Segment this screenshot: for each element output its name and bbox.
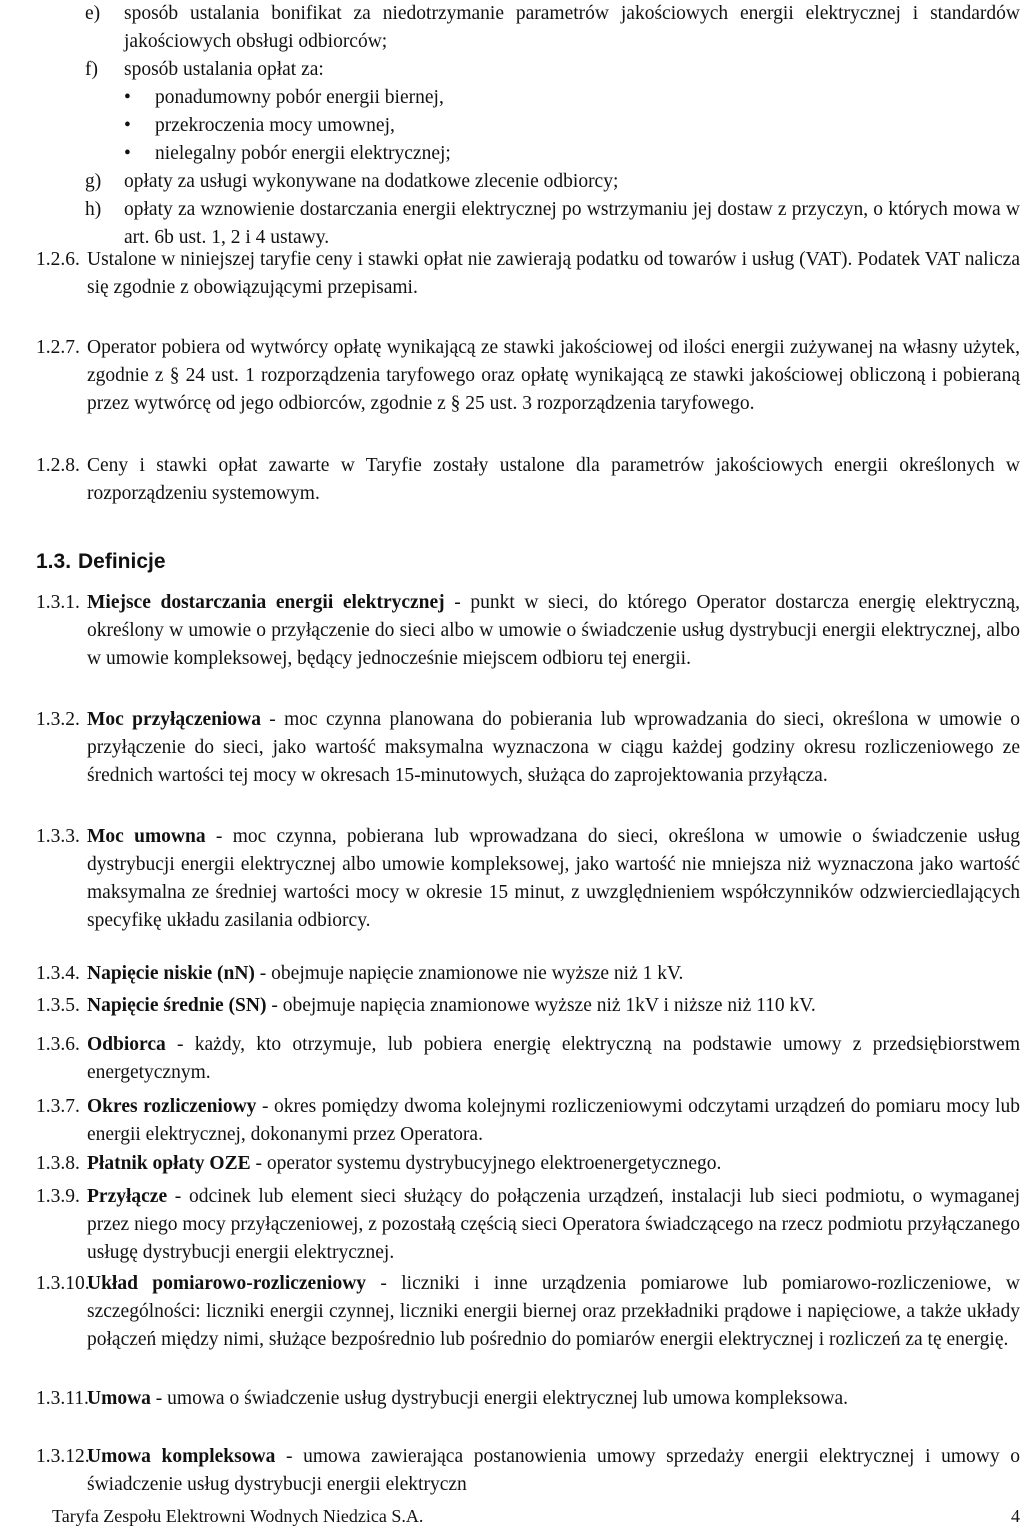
definition-term: Odbiorca <box>87 1034 166 1055</box>
list-item-text: opłaty za wznowienie dostarczania energii elektrycznej po wstrzymaniu jej dostaw z przyczyn, o których mowa w art. 6b ust. 1, 2 i 4 ustawy. <box>124 199 1020 248</box>
definition-1-3-7 <box>36 1093 1020 1149</box>
definition-text: - liczniki i inne urządzenia pomiarowe lub pomiarowo-rozliczeniowe, w szczególności: liczniki energii czynnej, liczniki energii biernej oraz przekładniki prądowe i napięciowe, a także układy połączeń między nimi, służące bezpośrednio lub pośrednio do pomiarów energii elektrycznej i rozliczeń za tę energię. <box>87 1273 1020 1350</box>
list-marker: e) <box>85 3 101 24</box>
paragraph-1-2-8 <box>36 452 1020 508</box>
bullet-icon: • <box>124 143 131 164</box>
definition-1-3-11 <box>36 1385 1020 1413</box>
definition-number: 1.3.4. <box>36 963 80 984</box>
definition-term: Umowa kompleksowa <box>87 1446 276 1467</box>
list-item-g <box>85 168 1020 196</box>
definition-number: 1.3.1. <box>36 592 80 613</box>
paragraph-number: 1.2.7. <box>36 337 80 358</box>
paragraph-number: 1.2.6. <box>36 249 80 270</box>
bullet-list <box>124 84 1020 168</box>
list-item-h <box>85 196 1020 252</box>
definition-term: Układ pomiarowo-rozliczeniowy <box>87 1273 367 1294</box>
definition-1-3-3 <box>36 823 1020 935</box>
definition-term: Napięcie niskie (nN) <box>87 963 255 984</box>
letter-list <box>85 0 1020 252</box>
definition-text: - obejmuje napięcia znamionowe wyższe niż 1kV i niższe niż 110 kV. <box>266 995 816 1016</box>
definition-number: 1.3.9. <box>36 1186 80 1207</box>
definition-text: - moc czynna, pobierana lub wprowadzana do sieci, określona w umowie o świadczenie usług dystrybucji energii elektrycznej albo umowie kompleksowej, jako wartość nie mniejsza niż wyznaczona jako wartość maksymalna ze średniej wartości mocy w okresie 15 minut, z uwzględnieniem współczynników odzwierciedlających specyfikę układu zasilania odbiorcy. <box>87 826 1021 931</box>
definition-1-3-10 <box>36 1270 1020 1354</box>
definition-text: - umowa zawierająca postanowienia umowy sprzedaży energii elektrycznej i umowy o świadczenie usług dystrybucji energii elektryczn <box>87 1446 1021 1495</box>
definition-1-3-1 <box>36 589 1020 673</box>
definition-1-3-8 <box>36 1150 1020 1178</box>
definition-term: Napięcie średnie (SN) <box>87 995 267 1016</box>
paragraph-1-2-7 <box>36 334 1020 418</box>
definition-1-3-5 <box>36 992 1020 1020</box>
bullet-item: • przekroczenia mocy umownej, <box>124 112 1020 140</box>
footer-text: Taryfa Zespołu Elektrowni Wodnych Niedzica S.A. <box>52 1506 424 1526</box>
paragraph-text: Ustalone w niniejszej taryfie ceny i stawki opłat nie zawierają podatku od towarów i usług (VAT). Podatek VAT nalicza się zgodnie z obowiązującymi przepisami. <box>87 249 1020 298</box>
bullet-item: • nielegalny pobór energii elektrycznej; <box>124 140 1020 168</box>
definition-term: Umowa <box>87 1388 151 1409</box>
definition-text: - okres pomiędzy dwoma kolejnymi rozliczeniowymi odczytami urządzeń do pomiaru mocy lub energii elektrycznej, dokonanymi przez Operatora. <box>87 1096 1021 1145</box>
bullet-icon: • <box>124 87 131 108</box>
definition-term: Płatnik opłaty OZE <box>87 1153 251 1174</box>
definition-text: - punkt w sieci, do którego Operator dostarcza energię elektryczną, określony w umowie o przyłączenie do sieci albo w umowie o świadczenie usług dystrybucji energii elektrycznej, albo w umowie kompleksowej, będący jednocześnie miejscem odbioru tej energii. <box>87 592 1021 669</box>
paragraph-number: 1.2.8. <box>36 455 80 476</box>
definition-text: - operator systemu dystrybucyjnego elektroenergetycznego. <box>250 1153 722 1174</box>
page-footer <box>52 1502 1022 1530</box>
section-heading <box>36 548 166 576</box>
paragraph-text: Ceny i stawki opłat zawarte w Taryfie zostały ustalone dla parametrów jakościowych energii określonych w rozporządzeniu systemowym. <box>87 455 1020 504</box>
definition-term: Miejsce dostarczania energii elektrycznej <box>87 592 445 613</box>
definition-text: - umowa o świadczenie usług dystrybucji energii elektrycznej lub umowa kompleksowa. <box>150 1388 849 1409</box>
list-item-text: sposób ustalania opłat za: <box>124 59 324 80</box>
list-marker: f) <box>85 59 98 80</box>
list-marker: h) <box>85 199 102 220</box>
list-item-e <box>85 0 1020 56</box>
definition-number: 1.3.6. <box>36 1034 80 1055</box>
definition-text: - odcinek lub element sieci służący do połączenia urządzeń, instalacji lub sieci podmiotu, o wymaganej przez niego mocy przyłączeniowej, z pozostałą częścią sieci Operatora świadczącego na rzecz podmiotu przyłączanego usługę dystrybucji energii elektrycznej. <box>87 1186 1020 1263</box>
definition-1-3-12 <box>36 1443 1020 1499</box>
definition-term: Okres rozliczeniowy <box>87 1096 257 1117</box>
list-item-f <box>85 56 1020 168</box>
definition-number: 1.3.3. <box>36 826 80 847</box>
page-number: 4 <box>1011 1506 1020 1526</box>
definition-number: 1.3.7. <box>36 1096 80 1117</box>
definition-number: 1.3.2. <box>36 709 80 730</box>
definition-number: 1.3.5. <box>36 995 80 1016</box>
list-item-text: sposób ustalania bonifikat za niedotrzymanie parametrów jakościowych energii elektrycznej i standardów jakościowych obsługi odbiorców; <box>124 3 1020 52</box>
bullet-item: • ponadumowny pobór energii biernej, <box>124 84 1020 112</box>
definition-text: - obejmuje napięcie znamionowe nie wyższe niż 1 kV. <box>254 963 684 984</box>
definition-text: - każdy, kto otrzymuje, lub pobiera energię elektryczną na podstawie umowy z przedsiębiorstwem energetycznym. <box>87 1034 1020 1083</box>
list-item-text: opłaty za usługi wykonywane na dodatkowe zlecenie odbiorcy; <box>124 171 619 192</box>
definition-term: Moc przyłączeniowa <box>87 709 261 730</box>
definition-1-3-2 <box>36 706 1020 790</box>
paragraph-text: Operator pobiera od wytwórcy opłatę wynikającą ze stawki jakościowej od ilości energii zużywanej na własny użytek, zgodnie z § 24 ust. 1 rozporządzenia taryfowego oraz opłatę wynikającą ze stawki jakościowej obliczoną i pobieraną przez wytwórcę od jego odbiorców, zgodnie z § 25 ust. 3 rozporządzenia taryfowego. <box>87 337 1020 414</box>
definition-1-3-4 <box>36 960 1020 988</box>
definition-number: 1.3.11. <box>36 1388 89 1409</box>
definition-text: - moc czynna planowana do pobierania lub wprowadzania do sieci, określona w umowie o przyłączenie do sieci, jako wartość maksymalna wyznaczona w ciągu każdej godziny okresu rozliczeniowego ze średnich wartości tej mocy w okresach 15-minutowych, służąca do zaprojektowania przyłącza. <box>87 709 1020 786</box>
section-title: Definicje <box>78 550 166 573</box>
definition-term: Moc umowna <box>87 826 206 847</box>
paragraph-1-2-6 <box>36 246 1020 302</box>
definition-1-3-9 <box>36 1183 1020 1267</box>
definition-term: Przyłącze <box>87 1186 168 1207</box>
definition-1-3-6 <box>36 1031 1020 1087</box>
definition-number: 1.3.12. <box>36 1446 90 1467</box>
list-marker: g) <box>85 171 102 192</box>
definition-number: 1.3.8. <box>36 1153 80 1174</box>
bullet-icon: • <box>124 115 131 136</box>
section-number: 1.3. <box>36 550 72 573</box>
definition-number: 1.3.10. <box>36 1273 90 1294</box>
